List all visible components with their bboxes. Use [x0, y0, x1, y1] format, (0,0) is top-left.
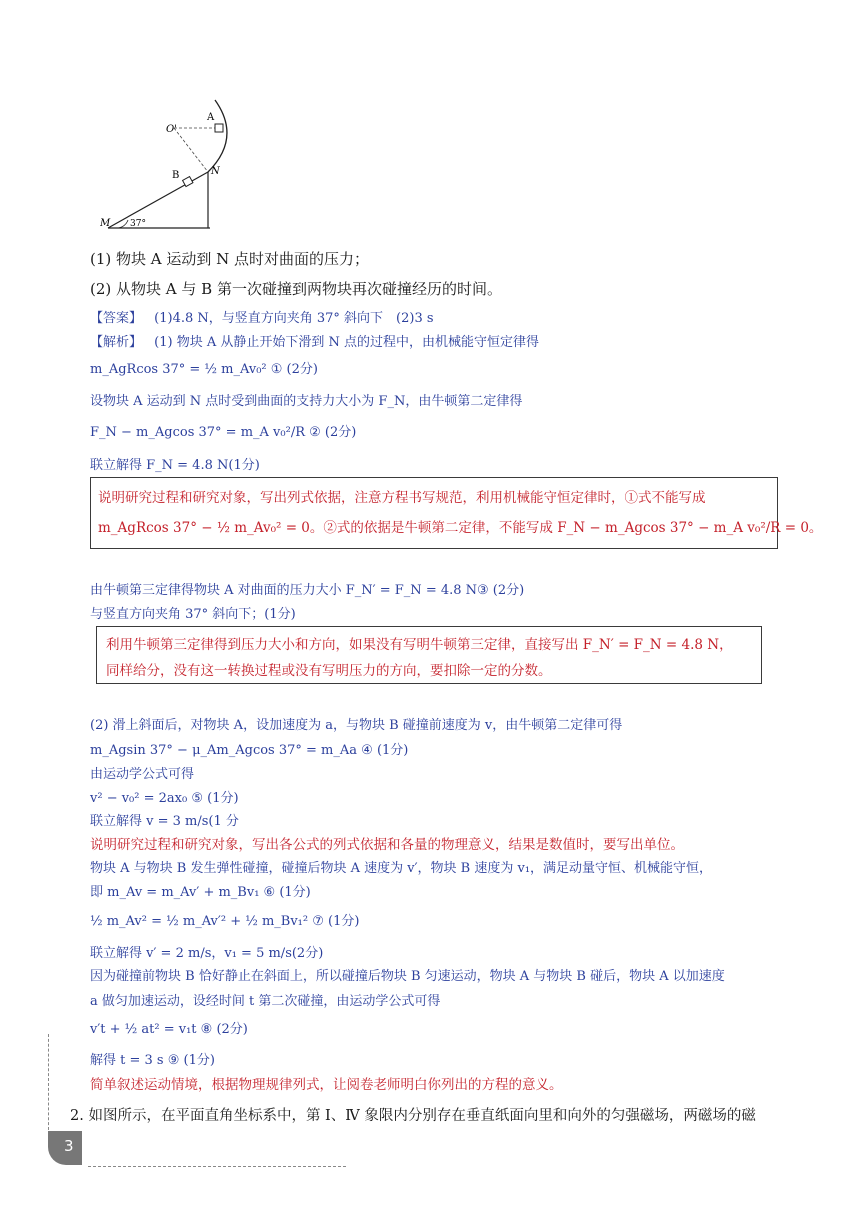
part2-line-3: 由运动学公式可得: [90, 767, 195, 782]
analysis-text-1: (1) 物块 A 从静止开始下滑到 N 点的过程中，由机械能守恒定律得: [154, 335, 539, 350]
answer-tag: 【答案】: [90, 311, 143, 326]
part2-line-2: m_Agsin 37° − μ_Am_Agcos 37° = m_Aa ④ (1分): [90, 743, 409, 758]
question-2: (2) 从物块 A 与 B 第一次碰撞到两物块再次碰撞经历的时间。: [90, 280, 502, 298]
analysis-tag: 【解析】: [90, 335, 143, 350]
answer-text: (1)4.8 N，与竖直方向夹角 37° 斜向下 (2)3 s: [154, 311, 434, 326]
note-box-1-line-1: 说明研究过程和研究对象，写出列式依据，注意方程书写规范，利用机械能守恒定律时，①式不能写成: [98, 490, 706, 506]
label-B: B: [172, 170, 180, 181]
question-1: (1) 物块 A 运动到 N 点时对曲面的压力；: [90, 250, 370, 268]
part2-line-7: 即 m_Av = m_Av′ + m_Bv₁ ⑥ (1分): [90, 885, 311, 900]
mid-line-2: 与竖直方向夹角 37° 斜向下；(1分): [90, 607, 296, 622]
note-box-1-line-2: m_AgRcos 37° − ½ m_Av₀² = 0。②式的依据是牛顿第二定律，不能写成 F_N − m_Agcos 37° − m_A v₀²/R = 0。: [98, 520, 823, 536]
part2-line-1: (2) 滑上斜面后，对物块 A，设加速度为 a，与物块 B 碰撞前速度为 v，由牛顿第二定律可得: [90, 718, 623, 733]
part2-line-12: v′t + ½ at² = v₁t ⑧ (2分): [90, 1022, 248, 1037]
label-O: O': [166, 124, 177, 135]
part2-line-11: a 做匀加速运动，设经时间 t 第二次碰撞，由运动学公式可得: [90, 994, 441, 1009]
part2-note-1: 说明研究过程和研究对象，写出各公式的列式依据和各量的物理意义，结果是数值时，要写出单位。: [90, 837, 684, 853]
label-A: A: [207, 112, 215, 123]
analysis-text-2: 设物块 A 运动到 N 点时受到曲面的支持力大小为 F_N，由牛顿第二定律得: [90, 394, 523, 409]
analysis-text-3: 联立解得 F_N = 4.8 N(1分): [90, 458, 260, 473]
margin-dashed-line: [48, 1034, 49, 1130]
note-box-2-line-1: 利用牛顿第三定律得到压力大小和方向，如果没有写明牛顿第三定律，直接写出 F_N′ = F_N = 4.8 N，: [106, 637, 733, 653]
mid-line-1: 由牛顿第三定律得物块 A 对曲面的压力大小 F_N′ = F_N = 4.8 N③ (2分): [90, 583, 525, 598]
page-number: 3: [64, 1137, 74, 1155]
footer-dashed-line: [88, 1166, 346, 1167]
label-N: N: [211, 166, 220, 177]
incline-figure: [100, 98, 240, 238]
part2-line-5: 联立解得 v = 3 m/s(1 分: [90, 814, 239, 829]
part2-line-8: ½ m_Av² = ½ m_Av′² + ½ m_Bv₁² ⑦ (1分): [90, 914, 360, 929]
answer-line: [90, 307, 434, 326]
analysis-line-1: [90, 331, 539, 350]
part2-line-6: 物块 A 与物块 B 发生弹性碰撞，碰撞后物块 A 速度为 v′，物块 B 速度为 v₁，满足动量守恒、机械能守恒，: [90, 861, 713, 876]
part2-line-9: 联立解得 v′ = 2 m/s，v₁ = 5 m/s(2分): [90, 946, 324, 961]
part2-line-13: 解得 t = 3 s ⑨ (1分): [90, 1053, 215, 1068]
equation-2: F_N − m_Agcos 37° = m_A v₀²/R ② (2分): [90, 425, 357, 440]
part2-line-10: 因为碰撞前物块 B 恰好静止在斜面上，所以碰撞后物块 B 匀速运动，物块 A 与物块 B 碰后，物块 A 以加速度: [90, 969, 725, 984]
equation-1: m_AgRcos 37° = ½ m_Av₀² ① (2分): [90, 362, 318, 377]
part2-line-4: v² − v₀² = 2ax₀ ⑤ (1分): [90, 791, 239, 806]
next-question: 2. 如图所示，在平面直角坐标系中，第 Ⅰ、Ⅳ 象限内分别存在垂直纸面向里和向外的匀强磁场，两磁场的磁: [70, 1108, 756, 1124]
part2-note-2: 简单叙述运动情境，根据物理规律列式，让阅卷老师明白你列出的方程的意义。: [90, 1077, 563, 1093]
label-angle: 37°: [130, 219, 146, 229]
label-M: M: [100, 218, 111, 229]
note-box-2-line-2: 同样给分，没有这一转换过程或没有写明压力的方向，要扣除一定的分数。: [106, 663, 552, 679]
